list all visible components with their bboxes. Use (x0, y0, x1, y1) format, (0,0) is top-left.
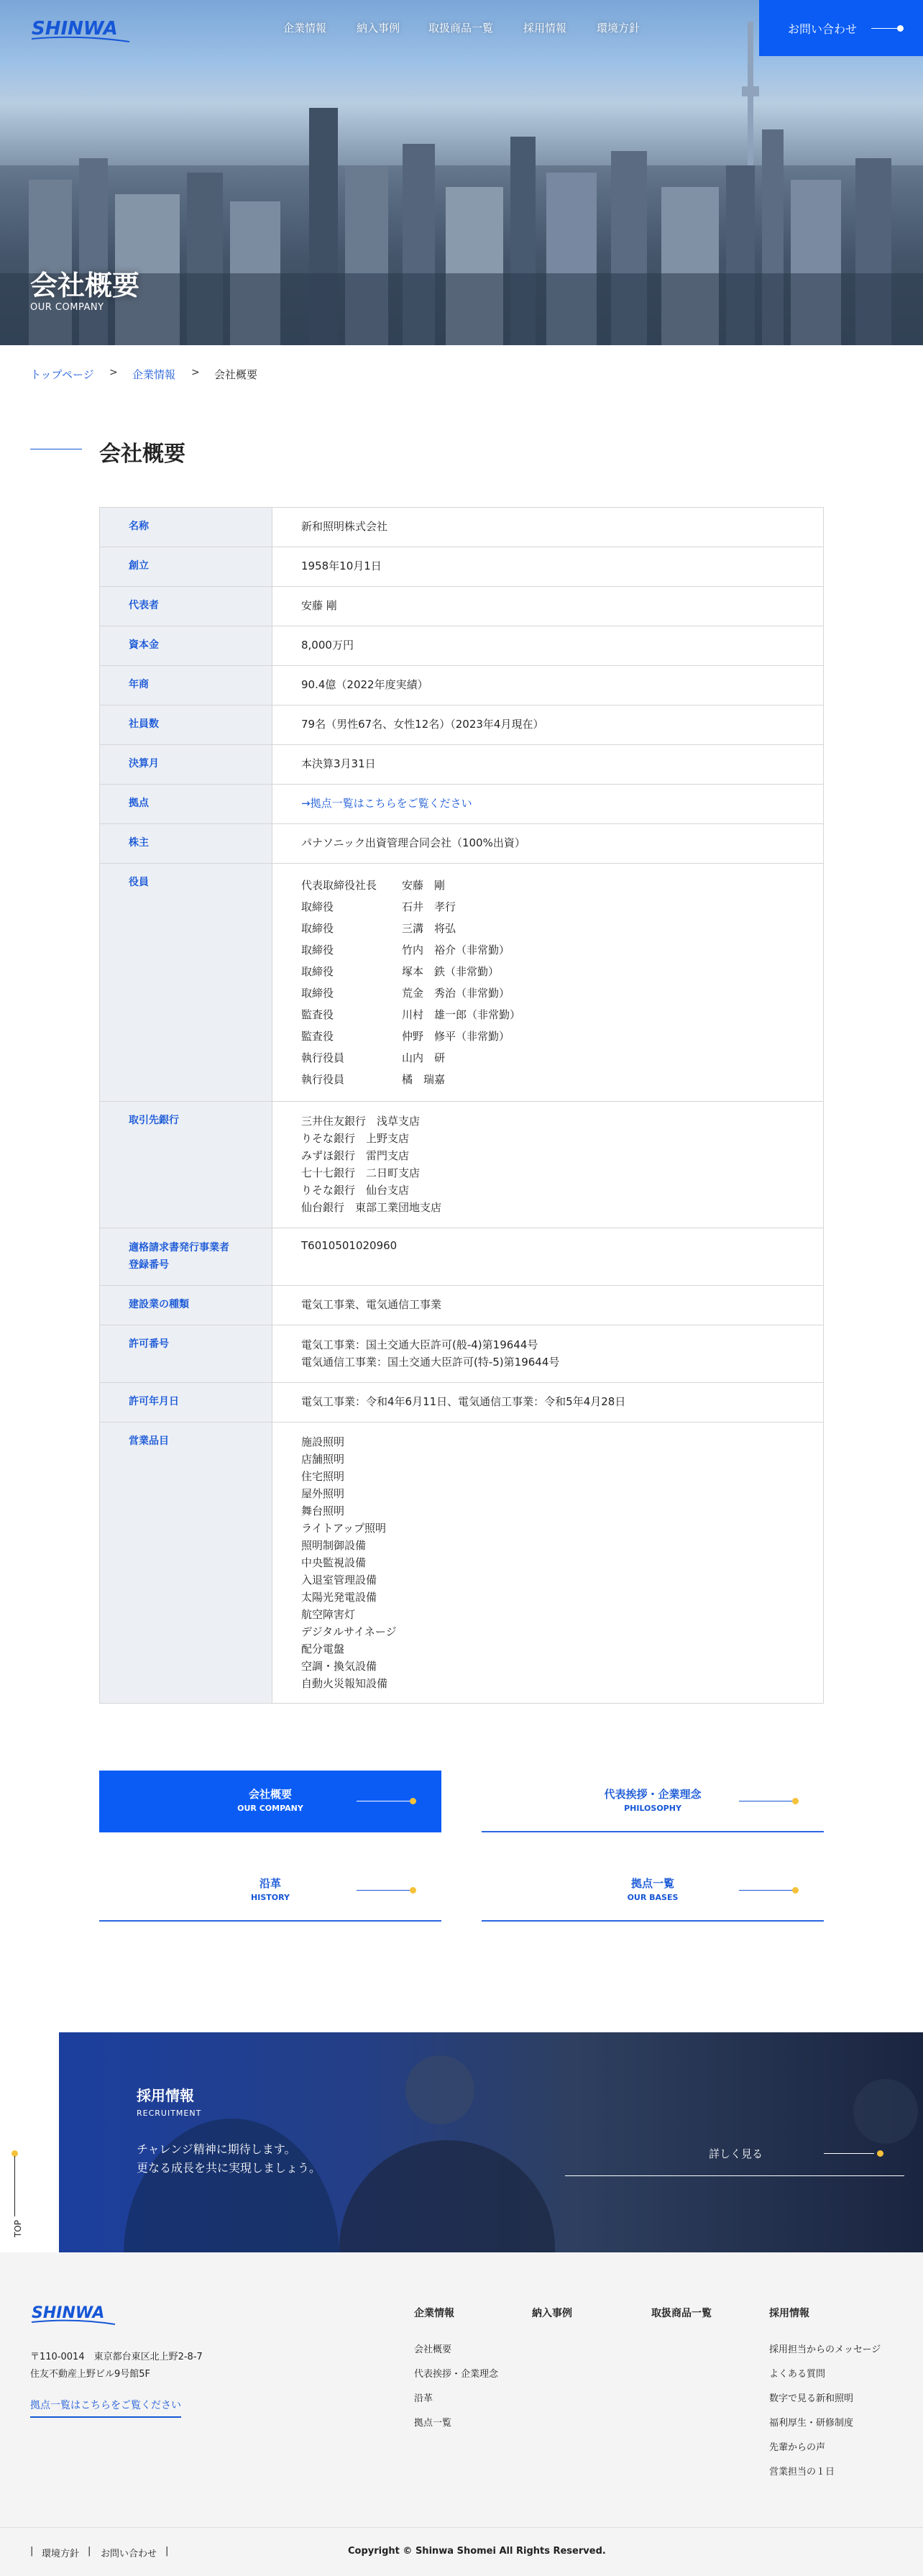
company-info-table (99, 507, 824, 1704)
nav-company[interactable]: 企業情報 (283, 22, 327, 35)
recruit-title: 採用情報 (137, 2087, 194, 2104)
table-row (100, 864, 824, 1102)
arrow-line-icon (824, 2153, 874, 2154)
table-row (100, 1422, 824, 1704)
footer-link[interactable]: 沿革 (414, 2393, 433, 2404)
back-to-top-link[interactable]: TOP (4, 2149, 26, 2247)
row-label: 役員 (100, 864, 272, 1102)
arrow-dot-icon (897, 25, 904, 32)
footer-contact-link[interactable]: お問い合わせ (101, 2549, 157, 2559)
products-list: 施設照明 店舗照明 住宅照明 屋外照明 舞台照明 ライトアップ照明 照明制御設備 中央監視設備 入退室管理設備 太陽光発電設備 航空障害灯 デジタルサイネージ 配分電盤 空調・換気設備 自動火災報知設備 (272, 1422, 824, 1704)
nav-cases[interactable]: 納入事例 (357, 22, 400, 35)
row-value: 本決算3月31日 (272, 745, 824, 785)
footer-link[interactable]: 拠点一覧 (414, 2418, 452, 2429)
row-label: 適格請求書発行事業者 登録番号 (100, 1228, 272, 1286)
table-row (100, 666, 824, 705)
row-value: 電気工事業、電気通信工事業 (272, 1286, 824, 1325)
breadcrumb-home[interactable]: トップページ (30, 368, 94, 381)
row-label: 代表者 (100, 587, 272, 626)
officer-row: 監査役 川村 雄一郎（非常勤） (301, 1008, 521, 1021)
table-row (100, 508, 824, 547)
row-label: 社員数 (100, 705, 272, 745)
link-our-company[interactable]: 会社概要 OUR COMPANY (99, 1771, 441, 1832)
recruit-text: 更なる成長を共に実現しましょう。 (137, 2161, 321, 2175)
table-row (100, 1325, 824, 1383)
footer-logo[interactable] (30, 2298, 119, 2327)
footer-policy-link[interactable]: 環境方針 (42, 2549, 80, 2559)
footer-address: 住友不動産上野ビル9号館5F (30, 2369, 151, 2380)
footer-col-cases[interactable]: 納入事例 (532, 2308, 572, 2319)
breadcrumb-parent[interactable]: 企業情報 (132, 368, 176, 381)
officer-row: 執行役員 橘 瑞嘉 (301, 1073, 446, 1086)
arrow-line-icon (739, 1890, 795, 1891)
officer-row: 取締役 三溝 将弘 (301, 922, 456, 935)
bases-list-link[interactable]: →拠点一覧はこちらをご覧ください (301, 797, 472, 810)
row-value: 新和照明株式会社 (272, 508, 824, 547)
arrow-line-icon (357, 1890, 413, 1891)
table-row (100, 587, 824, 626)
permit-list: 電気工事業：国土交通大臣許可(般-4)第19644号 電気通信工事業：国土交通大臣許可(特-5)第19644号 (272, 1325, 824, 1383)
row-label: 取引先銀行 (100, 1102, 272, 1228)
row-value: 8,000万円 (272, 626, 824, 666)
row-label: 株主 (100, 824, 272, 864)
row-label: 決算月 (100, 745, 272, 785)
row-value: 90.4億（2022年度実績） (272, 666, 824, 705)
footer-bases-link[interactable]: 拠点一覧はこちらをご覧ください (30, 2398, 181, 2418)
footer-link[interactable]: 数字で見る新和照明 (769, 2393, 854, 2404)
table-row (100, 626, 824, 666)
table-row (100, 705, 824, 745)
row-label: 資本金 (100, 626, 272, 666)
footer-separator: | (88, 2546, 91, 2557)
link-philosophy[interactable]: 代表挨拶・企業理念 PHILOSOPHY (482, 1771, 824, 1832)
nav-recruit[interactable]: 採用情報 (523, 22, 567, 35)
footer-link[interactable]: 採用担当からのメッセージ (769, 2344, 881, 2355)
row-value: 安藤 剛 (272, 587, 824, 626)
officer-row: 取締役 石井 孝行 (301, 900, 456, 913)
row-value: 1958年10月1日 (272, 547, 824, 587)
officer-row: 取締役 荒金 秀治（非常勤） (301, 987, 510, 1000)
footer-col-products[interactable]: 取扱商品一覧 (651, 2308, 712, 2319)
nav-products[interactable]: 取扱商品一覧 (428, 22, 494, 35)
row-label: 営業品目 (100, 1422, 272, 1704)
row-label: 年商 (100, 666, 272, 705)
svg-text:SHINWA: SHINWA (32, 2304, 105, 2322)
footer-link[interactable]: 福利厚生・研修制度 (769, 2418, 854, 2429)
officer-row: 代表取締役社長 安藤 剛 (301, 879, 446, 892)
row-value: T6010501020960 (272, 1228, 824, 1286)
footer-link[interactable]: 営業担当の１日 (769, 2467, 835, 2477)
row-label: 許可番号 (100, 1325, 272, 1383)
arrow-dot-icon (877, 2150, 883, 2157)
footer-link[interactable]: よくある質問 (769, 2369, 826, 2380)
vertical-line-icon (14, 2156, 15, 2216)
row-label: 建設業の種類 (100, 1286, 272, 1325)
footer-col-recruit[interactable]: 採用情報 (769, 2308, 809, 2319)
row-label: 創立 (100, 547, 272, 587)
table-row (100, 1228, 824, 1286)
table-row (100, 745, 824, 785)
recruit-text: チャレンジ精神に期待します。 (137, 2142, 296, 2156)
table-row (100, 824, 824, 864)
footer-separator: | (165, 2546, 169, 2557)
table-row (100, 547, 824, 587)
breadcrumb-separator: > (191, 367, 200, 378)
arrow-dot-icon (792, 1798, 799, 1804)
recruit-subtitle: RECRUITMENT (137, 2109, 202, 2118)
arrow-dot-icon (410, 1798, 416, 1804)
officer-row: 監査役 仲野 修平（非常勤） (301, 1030, 510, 1043)
nav-environment[interactable]: 環境方針 (597, 22, 640, 35)
officer-row: 執行役員 山内 研 (301, 1051, 446, 1064)
page-title: 会社概要 (30, 270, 140, 301)
row-label: 名称 (100, 508, 272, 547)
link-our-bases[interactable]: 拠点一覧 OUR BASES (482, 1860, 824, 1922)
link-history[interactable]: 沿革 HISTORY (99, 1860, 441, 1922)
contact-label: お問い合わせ (788, 22, 858, 36)
officer-row: 取締役 塚本 鉄（非常勤） (301, 965, 500, 978)
section-title: 会社概要 (99, 442, 185, 467)
copyright: Copyright © Shinwa Shomei All Rights Reserved. (348, 2546, 606, 2557)
table-row (100, 785, 824, 824)
footer-address: 〒110-0014 東京都台東区北上野2-8-7 (30, 2352, 203, 2362)
officer-row: 取締役 竹内 裕介（非常勤） (301, 944, 510, 956)
officers-list (272, 864, 824, 1102)
arrow-line-icon (871, 28, 899, 29)
footer-col-company[interactable]: 企業情報 (414, 2308, 454, 2319)
footer-separator: | (30, 2546, 34, 2557)
footer-link[interactable]: 会社概要 (414, 2344, 452, 2355)
footer-link[interactable]: 先輩からの声 (769, 2442, 826, 2453)
arrow-dot-icon (792, 1887, 799, 1894)
row-value: 79名（男性67名、女性12名）（2023年4月現在） (272, 705, 824, 745)
banks-list: 三井住友銀行 浅草支店 りそな銀行 上野支店 みずほ銀行 雷門支店 七十七銀行 二日町支店 りそな銀行 仙台支店 仙台銀行 東部工業団地支店 (272, 1102, 824, 1228)
table-row (100, 1286, 824, 1325)
row-value: パナソニック出資管理合同会社（100%出資） (272, 824, 824, 864)
contact-button[interactable] (759, 0, 923, 56)
row-value: 電気工事業：令和4年6月11日、電気通信工事業：令和5年4月28日 (272, 1383, 824, 1422)
table-row (100, 1383, 824, 1422)
svg-text:SHINWA: SHINWA (32, 18, 118, 40)
footer-link[interactable]: 代表挨拶・企業理念 (414, 2369, 499, 2380)
shinwa-logo[interactable] (29, 13, 137, 45)
row-label: 拠点 (100, 785, 272, 824)
page-subtitle: OUR COMPANY (30, 302, 104, 313)
row-label: 許可年月日 (100, 1383, 272, 1422)
table-row (100, 1102, 824, 1228)
arrow-dot-icon (410, 1887, 416, 1894)
recruit-more-button[interactable]: 詳しく見る (565, 2136, 904, 2176)
breadcrumb-current: 会社概要 (214, 368, 258, 381)
breadcrumb-separator: > (109, 367, 118, 378)
